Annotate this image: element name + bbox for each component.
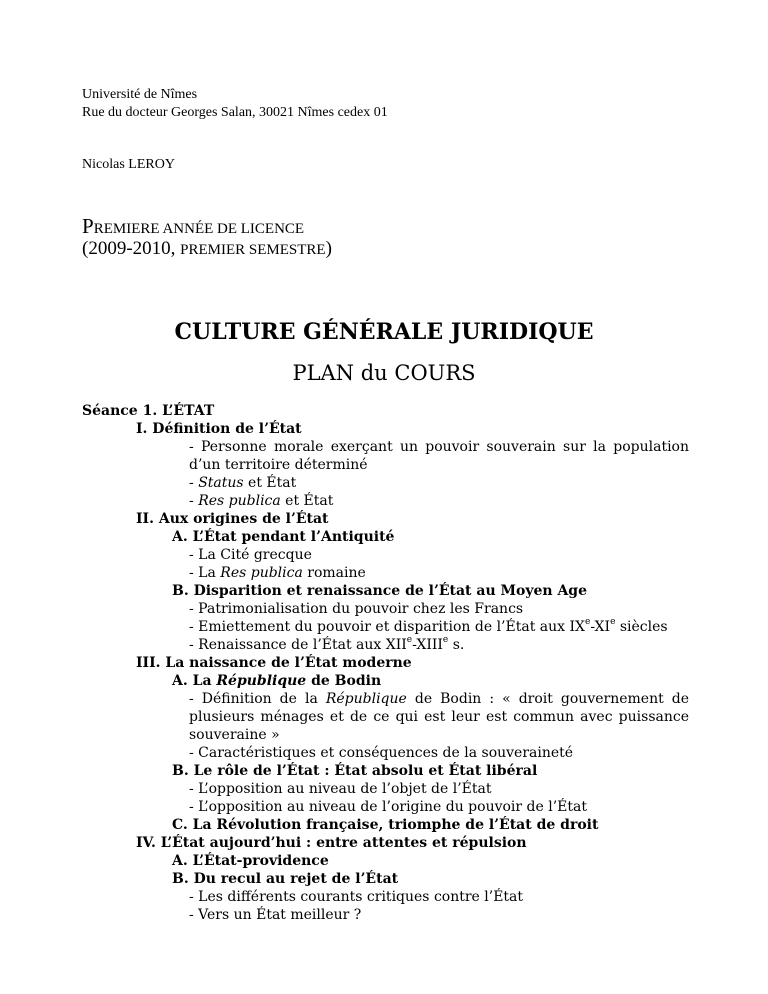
section-4-b-title: B. Du recul au rejet de l’État	[172, 871, 399, 887]
section-3-a-item-1-line-2: plusieurs ménages et de ce qui est leur est commun avec puissance	[189, 709, 689, 725]
section-2-b-item-3	[189, 636, 464, 654]
section-3-a-item-1-line-1	[189, 690, 689, 708]
section-3-a-item-1-italic: République	[325, 691, 407, 707]
section-1-item-2-italic: Status	[198, 475, 244, 491]
section-1-item-3	[189, 492, 333, 510]
section-1-item-1-line-2: d’un territoire déterminé	[189, 457, 368, 473]
author-name: Nicolas LEROY	[82, 157, 175, 172]
section-3-b-item-2: - L’opposition au niveau de l’origine du pouvoir de l’État	[189, 799, 587, 815]
year-subheading-end: )	[325, 238, 332, 259]
section-2-b-item-2-mid: -XI	[590, 619, 611, 635]
section-3-b-title: B. Le rôle de l’État : État absolu et État libéral	[172, 763, 538, 779]
section-3-a-title-italic: République	[216, 673, 307, 689]
year-subheading-start: (2009-2010,	[82, 238, 181, 259]
section-1-item-2-dash: -	[189, 475, 199, 491]
section-2-b-item-2	[189, 618, 668, 636]
year-heading-initial: P	[82, 214, 94, 238]
plan-title: PLAN du COURS	[292, 361, 476, 385]
section-2-a-item-1: - La Cité grecque	[189, 547, 312, 563]
section-3-b-item-1: - L’opposition au niveau de l’objet de l’État	[189, 781, 492, 797]
section-2-b-item-3-start: - Renaissance de l’État aux XII	[189, 637, 407, 653]
section-3-a-item-1-end: de Bodin : « droit gouvernement de	[406, 691, 689, 707]
section-2-a-item-2	[189, 564, 366, 582]
section-2-b-item-3-sup-1: e	[406, 635, 413, 646]
section-2-b-item-3-sup-2: e	[442, 635, 449, 646]
section-3-a-title-start: A. La	[172, 673, 217, 689]
section-1-item-2-rest: et État	[243, 475, 297, 491]
section-2-b-item-2-end: siècles	[615, 619, 668, 635]
section-1-item-3-rest: et État	[280, 493, 334, 509]
section-3-a-item-1-start: - Définition de la	[189, 691, 326, 707]
section-2-b-item-3-end: s.	[448, 637, 465, 653]
section-3-title: III. La naissance de l’État moderne	[136, 655, 412, 671]
section-3-c-title: C. La Révolution française, triomphe de l’État de droit	[172, 817, 599, 833]
section-2-a-item-2-italic: Res publica	[220, 565, 303, 581]
section-2-a-item-2-rest: romaine	[302, 565, 366, 581]
section-3-a-title-end: de Bodin	[306, 673, 382, 689]
year-heading-rest: REMIERE ANNÉE DE LICENCE	[93, 221, 305, 237]
section-2-b-item-2-start: - Emiettement du pouvoir et disparition de l’État aux IX	[189, 619, 585, 635]
section-1-item-3-dash: -	[189, 493, 199, 509]
section-1-item-2	[189, 474, 296, 492]
section-2-b-item-1: - Patrimonialisation du pouvoir chez les Francs	[189, 601, 524, 617]
section-2-title: II. Aux origines de l’État	[136, 511, 329, 527]
course-title: CULTURE GÉNÉRALE JURIDIQUE	[174, 319, 594, 345]
section-2-a-title: A. L’État pendant l’Antiquité	[172, 529, 395, 545]
section-2-b-title: B. Disparition et renaissance de l’État au Moyen Age	[172, 583, 587, 599]
section-2-a-item-2-start: - La	[189, 565, 221, 581]
year-subheading-semester: PREMIER SEMESTRE	[180, 242, 326, 258]
seance-title: Séance 1. L’ÉTAT	[82, 403, 215, 419]
section-3-a-title	[172, 672, 381, 690]
section-3-a-item-2: - Caractéristiques et conséquences de la souveraineté	[189, 745, 574, 761]
section-4-title: IV. L’État aujourd’hui : entre attentes et répulsion	[136, 835, 527, 851]
section-1-item-3-italic: Res publica	[198, 493, 281, 509]
university-address: Rue du docteur Georges Salan, 30021 Nîmes cedex 01	[82, 105, 388, 120]
section-3-a-item-1-line-3: souveraine »	[189, 727, 280, 743]
year-subheading	[82, 238, 332, 261]
year-heading	[82, 215, 304, 240]
section-1-item-1-line-1: - Personne morale exerçant un pouvoir souverain sur la population	[189, 439, 689, 455]
section-2-b-item-2-sup-2: e	[610, 617, 616, 628]
section-2-b-item-3-mid: -XIII	[412, 637, 443, 653]
section-1-title: I. Définition de l’État	[136, 421, 302, 437]
university-name: Université de Nîmes	[82, 87, 198, 102]
section-4-b-item-1: - Les différents courants critiques contre l’État	[189, 889, 524, 905]
section-2-b-item-2-sup-1: e	[585, 617, 591, 628]
section-4-a-title: A. L’État-providence	[172, 853, 329, 869]
section-4-b-item-2: - Vers un État meilleur ?	[189, 907, 362, 923]
